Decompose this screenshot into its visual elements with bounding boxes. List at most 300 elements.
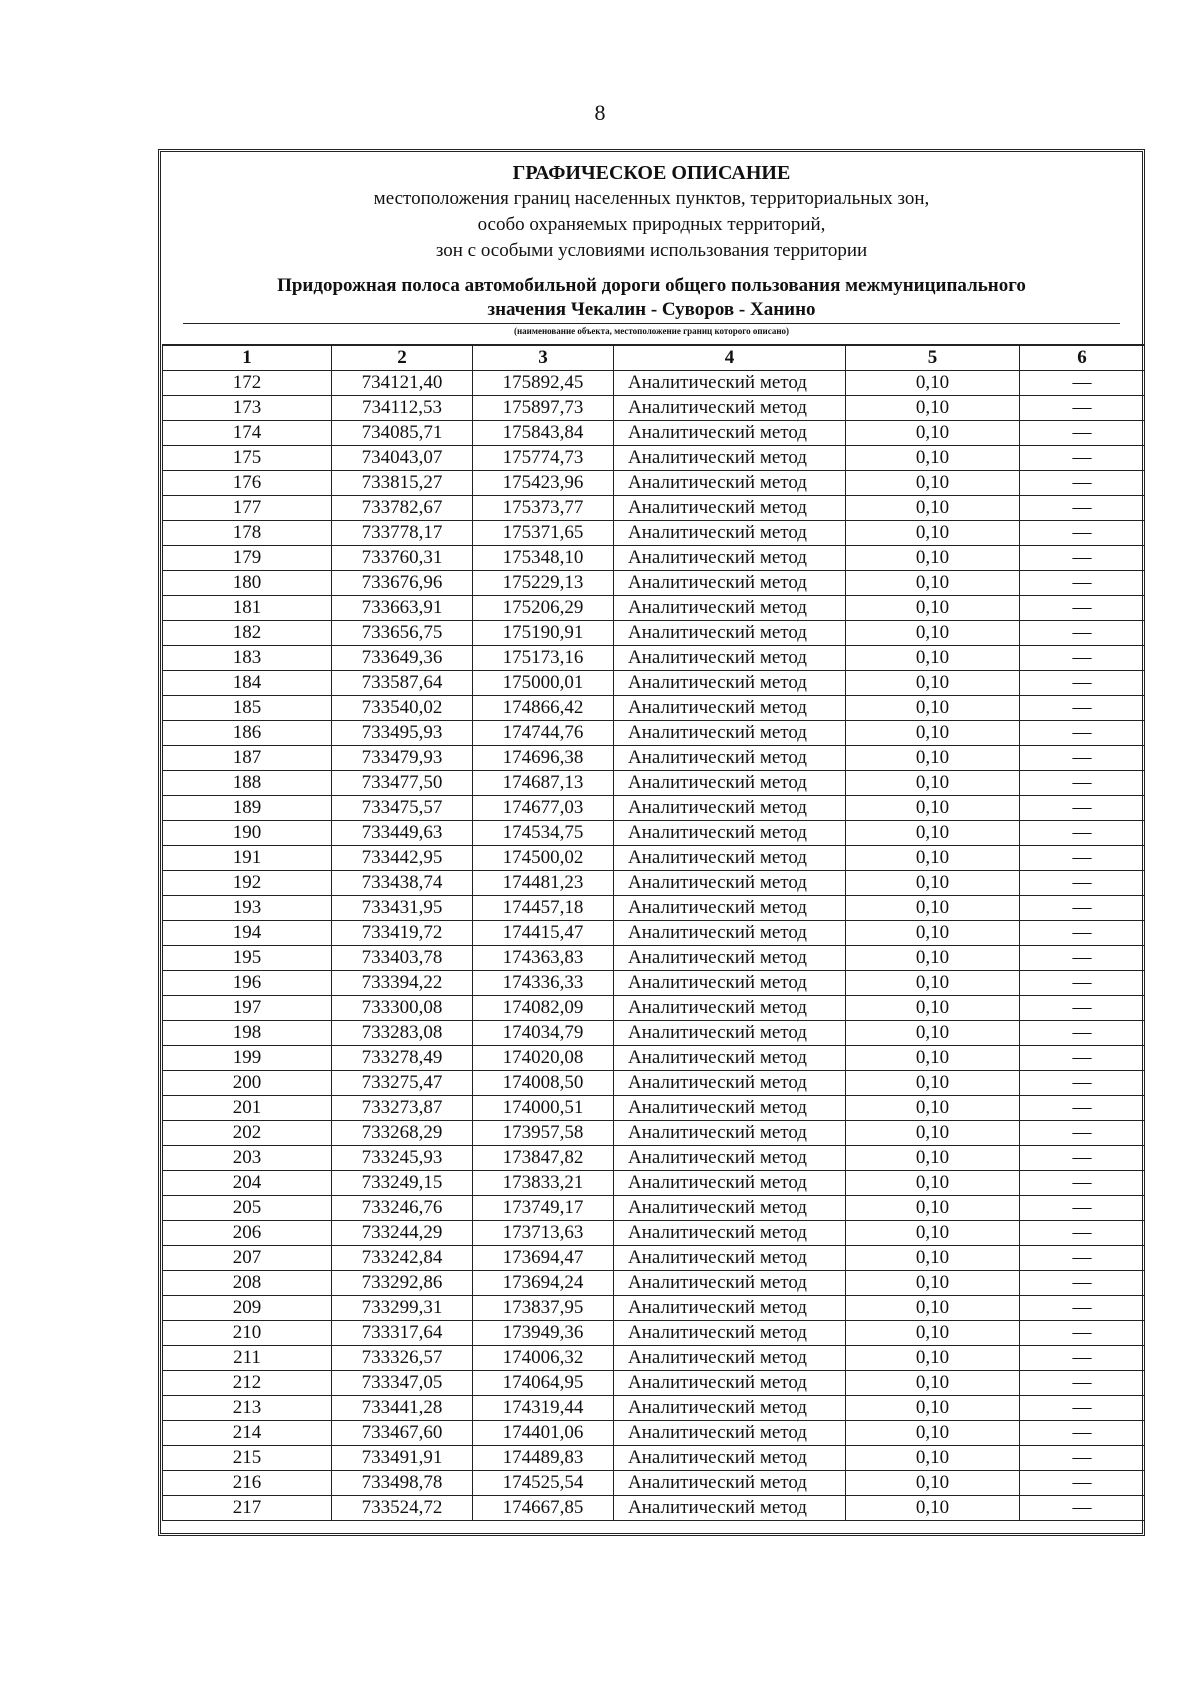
point-number-cell: 202 [163,1121,332,1146]
x-coordinate-cell: 733479,93 [332,746,473,771]
method-cell: Аналитический метод [614,721,846,746]
accuracy-cell: 0,10 [846,571,1020,596]
description-cell: — [1020,771,1145,796]
table-row [163,1121,1145,1146]
x-coordinate-cell: 733491,91 [332,1446,473,1471]
table-row [163,1371,1145,1396]
description-cell: — [1020,396,1145,421]
table-row [163,996,1145,1021]
x-coordinate-cell: 733663,91 [332,596,473,621]
x-coordinate-cell: 733246,76 [332,1196,473,1221]
y-coordinate-cell: 174744,76 [473,721,614,746]
y-coordinate-cell: 175229,13 [473,571,614,596]
point-number-cell: 173 [163,396,332,421]
table-row [163,1446,1145,1471]
y-coordinate-cell: 174525,54 [473,1471,614,1496]
description-cell: — [1020,1296,1145,1321]
table-row [163,971,1145,996]
method-cell: Аналитический метод [614,596,846,621]
object-name-caption: (наименование объекта, местоположение границ которого описано) [513,326,790,336]
accuracy-cell: 0,10 [846,1071,1020,1096]
column-header: 2 [332,345,473,371]
accuracy-cell: 0,10 [846,1246,1020,1271]
y-coordinate-cell: 174034,79 [473,1021,614,1046]
point-number-cell: 208 [163,1271,332,1296]
object-name-line-1: Придорожная полоса автомобильной дороги общего пользования межмуниципального [277,275,1026,296]
method-cell: Аналитический метод [614,871,846,896]
table-row [163,1296,1145,1321]
x-coordinate-cell: 733283,08 [332,1021,473,1046]
table-row [163,1021,1145,1046]
description-cell: — [1020,1421,1145,1446]
description-cell: — [1020,1046,1145,1071]
document-title: ГРАФИЧЕСКОЕ ОПИСАНИЕ [512,162,791,184]
method-cell: Аналитический метод [614,1471,846,1496]
description-cell: — [1020,1471,1145,1496]
method-cell: Аналитический метод [614,1346,846,1371]
description-cell: — [1020,1171,1145,1196]
description-cell: — [1020,1246,1145,1271]
method-cell: Аналитический метод [614,696,846,721]
description-cell: — [1020,371,1145,396]
table-row [163,721,1145,746]
x-coordinate-cell: 733249,15 [332,1171,473,1196]
y-coordinate-cell: 174500,02 [473,846,614,871]
y-coordinate-cell: 174457,18 [473,896,614,921]
accuracy-cell: 0,10 [846,971,1020,996]
point-number-cell: 179 [163,546,332,571]
table-row [163,446,1145,471]
table-row [163,871,1145,896]
accuracy-cell: 0,10 [846,1421,1020,1446]
description-cell: — [1020,471,1145,496]
table-row [163,471,1145,496]
description-cell: — [1020,1396,1145,1421]
method-cell: Аналитический метод [614,821,846,846]
x-coordinate-cell: 733449,63 [332,821,473,846]
y-coordinate-cell: 173713,63 [473,1221,614,1246]
y-coordinate-cell: 174534,75 [473,821,614,846]
description-cell: — [1020,446,1145,471]
description-cell: — [1020,1071,1145,1096]
x-coordinate-cell: 733676,96 [332,571,473,596]
method-cell: Аналитический метод [614,646,846,671]
column-header: 1 [163,345,332,371]
accuracy-cell: 0,10 [846,671,1020,696]
y-coordinate-cell: 173847,82 [473,1146,614,1171]
x-coordinate-cell: 733495,93 [332,721,473,746]
y-coordinate-cell: 173833,21 [473,1171,614,1196]
x-coordinate-cell: 733815,27 [332,471,473,496]
y-coordinate-cell: 175206,29 [473,596,614,621]
y-coordinate-cell: 174008,50 [473,1071,614,1096]
x-coordinate-cell: 733524,72 [332,1496,473,1521]
object-name-line-2: значения Чекалин - Суворов - Ханино [487,299,816,320]
method-cell: Аналитический метод [614,771,846,796]
y-coordinate-cell: 174481,23 [473,871,614,896]
description-cell: — [1020,671,1145,696]
table-row [163,1196,1145,1221]
table-header [163,345,1145,371]
accuracy-cell: 0,10 [846,1196,1020,1221]
x-coordinate-cell: 733419,72 [332,921,473,946]
method-cell: Аналитический метод [614,671,846,696]
x-coordinate-cell: 733278,49 [332,1046,473,1071]
method-cell: Аналитический метод [614,1296,846,1321]
description-cell: — [1020,1496,1145,1521]
table-row [163,1421,1145,1446]
x-coordinate-cell: 733782,67 [332,496,473,521]
accuracy-cell: 0,10 [846,371,1020,396]
description-cell: — [1020,721,1145,746]
description-cell: — [1020,746,1145,771]
accuracy-cell: 0,10 [846,1496,1020,1521]
point-number-cell: 194 [163,921,332,946]
x-coordinate-cell: 733540,02 [332,696,473,721]
accuracy-cell: 0,10 [846,396,1020,421]
y-coordinate-cell: 175897,73 [473,396,614,421]
point-number-cell: 216 [163,1471,332,1496]
point-number-cell: 196 [163,971,332,996]
method-cell: Аналитический метод [614,921,846,946]
point-number-cell: 176 [163,471,332,496]
table-row [163,1396,1145,1421]
description-cell: — [1020,1346,1145,1371]
y-coordinate-cell: 173694,47 [473,1246,614,1271]
point-number-cell: 198 [163,1021,332,1046]
method-cell: Аналитический метод [614,1221,846,1246]
method-cell: Аналитический метод [614,1021,846,1046]
accuracy-cell: 0,10 [846,1446,1020,1471]
point-number-cell: 195 [163,946,332,971]
method-cell: Аналитический метод [614,971,846,996]
x-coordinate-cell: 734112,53 [332,396,473,421]
table-body [163,371,1145,1521]
method-cell: Аналитический метод [614,496,846,521]
table-row [163,796,1145,821]
table-row [163,1096,1145,1121]
y-coordinate-cell: 174000,51 [473,1096,614,1121]
y-coordinate-cell: 175774,73 [473,446,614,471]
description-cell: — [1020,971,1145,996]
point-number-cell: 192 [163,871,332,896]
method-cell: Аналитический метод [614,1271,846,1296]
point-number-cell: 177 [163,496,332,521]
description-cell: — [1020,846,1145,871]
x-coordinate-cell: 734043,07 [332,446,473,471]
description-cell: — [1020,1096,1145,1121]
accuracy-cell: 0,10 [846,521,1020,546]
point-number-cell: 206 [163,1221,332,1246]
description-cell: — [1020,571,1145,596]
x-coordinate-cell: 733467,60 [332,1421,473,1446]
accuracy-cell: 0,10 [846,1321,1020,1346]
accuracy-cell: 0,10 [846,1396,1020,1421]
page-number: 8 [594,100,606,125]
point-number-cell: 175 [163,446,332,471]
y-coordinate-cell: 174064,95 [473,1371,614,1396]
accuracy-cell: 0,10 [846,1346,1020,1371]
x-coordinate-cell: 733242,84 [332,1246,473,1271]
table-row [163,671,1145,696]
method-cell: Аналитический метод [614,1046,846,1071]
y-coordinate-cell: 173837,95 [473,1296,614,1321]
accuracy-cell: 0,10 [846,746,1020,771]
coordinates-table [162,344,1145,1521]
x-coordinate-cell: 733442,95 [332,846,473,871]
method-cell: Аналитический метод [614,1096,846,1121]
description-cell: — [1020,596,1145,621]
x-coordinate-cell: 733273,87 [332,1096,473,1121]
y-coordinate-cell: 175348,10 [473,546,614,571]
y-coordinate-cell: 174667,85 [473,1496,614,1521]
y-coordinate-cell: 175371,65 [473,521,614,546]
accuracy-cell: 0,10 [846,821,1020,846]
point-number-cell: 210 [163,1321,332,1346]
accuracy-cell: 0,10 [846,1271,1020,1296]
table-row [163,1321,1145,1346]
accuracy-cell: 0,10 [846,621,1020,646]
table-row [163,1471,1145,1496]
table-row [163,696,1145,721]
accuracy-cell: 0,10 [846,1221,1020,1246]
accuracy-cell: 0,10 [846,1371,1020,1396]
y-coordinate-cell: 173749,17 [473,1196,614,1221]
accuracy-cell: 0,10 [846,771,1020,796]
method-cell: Аналитический метод [614,396,846,421]
description-cell: — [1020,696,1145,721]
accuracy-cell: 0,10 [846,721,1020,746]
method-cell: Аналитический метод [614,446,846,471]
table-row [163,821,1145,846]
y-coordinate-cell: 174687,13 [473,771,614,796]
table-row [163,496,1145,521]
y-coordinate-cell: 174415,47 [473,921,614,946]
x-coordinate-cell: 733403,78 [332,946,473,971]
accuracy-cell: 0,10 [846,1146,1020,1171]
point-number-cell: 186 [163,721,332,746]
description-cell: — [1020,996,1145,1021]
x-coordinate-cell: 733326,57 [332,1346,473,1371]
y-coordinate-cell: 175190,91 [473,621,614,646]
x-coordinate-cell: 733245,93 [332,1146,473,1171]
method-cell: Аналитический метод [614,621,846,646]
method-cell: Аналитический метод [614,846,846,871]
point-number-cell: 184 [163,671,332,696]
accuracy-cell: 0,10 [846,696,1020,721]
x-coordinate-cell: 733431,95 [332,896,473,921]
accuracy-cell: 0,10 [846,471,1020,496]
column-header: 5 [846,345,1020,371]
table-row [163,1246,1145,1271]
point-number-cell: 199 [163,1046,332,1071]
x-coordinate-cell: 733649,36 [332,646,473,671]
method-cell: Аналитический метод [614,796,846,821]
table-row [163,396,1145,421]
method-cell: Аналитический метод [614,996,846,1021]
table-row [163,1171,1145,1196]
point-number-cell: 204 [163,1171,332,1196]
description-cell: — [1020,1146,1145,1171]
accuracy-cell: 0,10 [846,1121,1020,1146]
point-number-cell: 213 [163,1396,332,1421]
table-row [163,846,1145,871]
table-row [163,1221,1145,1246]
table-row [163,1271,1145,1296]
method-cell: Аналитический метод [614,1371,846,1396]
method-cell: Аналитический метод [614,1121,846,1146]
x-coordinate-cell: 734121,40 [332,371,473,396]
accuracy-cell: 0,10 [846,596,1020,621]
accuracy-cell: 0,10 [846,996,1020,1021]
y-coordinate-cell: 174020,08 [473,1046,614,1071]
accuracy-cell: 0,10 [846,421,1020,446]
y-coordinate-cell: 174006,32 [473,1346,614,1371]
column-header: 6 [1020,345,1145,371]
point-number-cell: 201 [163,1096,332,1121]
method-cell: Аналитический метод [614,1421,846,1446]
method-cell: Аналитический метод [614,521,846,546]
point-number-cell: 172 [163,371,332,396]
y-coordinate-cell: 174336,33 [473,971,614,996]
description-cell: — [1020,496,1145,521]
y-coordinate-cell: 174363,83 [473,946,614,971]
method-cell: Аналитический метод [614,471,846,496]
table-row [163,621,1145,646]
point-number-cell: 214 [163,1421,332,1446]
method-cell: Аналитический метод [614,421,846,446]
table-row [163,1146,1145,1171]
point-number-cell: 181 [163,596,332,621]
accuracy-cell: 0,10 [846,1171,1020,1196]
description-cell: — [1020,1371,1145,1396]
point-number-cell: 190 [163,821,332,846]
accuracy-cell: 0,10 [846,1296,1020,1321]
y-coordinate-cell: 175373,77 [473,496,614,521]
description-cell: — [1020,1446,1145,1471]
point-number-cell: 185 [163,696,332,721]
x-coordinate-cell: 733299,31 [332,1296,473,1321]
y-coordinate-cell: 174696,38 [473,746,614,771]
header-line-2: особо охраняемых природных территорий, [477,214,826,235]
point-number-cell: 203 [163,1146,332,1171]
table-row [163,646,1145,671]
y-coordinate-cell: 173694,24 [473,1271,614,1296]
table-row [163,921,1145,946]
point-number-cell: 188 [163,771,332,796]
table-row [163,571,1145,596]
description-cell: — [1020,946,1145,971]
description-cell: — [1020,1221,1145,1246]
y-coordinate-cell: 175423,96 [473,471,614,496]
table-row [163,546,1145,571]
description-cell: — [1020,546,1145,571]
point-number-cell: 209 [163,1296,332,1321]
x-coordinate-cell: 733268,29 [332,1121,473,1146]
description-cell: — [1020,1271,1145,1296]
accuracy-cell: 0,10 [846,496,1020,521]
accuracy-cell: 0,10 [846,921,1020,946]
description-cell: — [1020,1321,1145,1346]
accuracy-cell: 0,10 [846,646,1020,671]
point-number-cell: 187 [163,746,332,771]
table-header-row [163,345,1145,371]
x-coordinate-cell: 734085,71 [332,421,473,446]
method-cell: Аналитический метод [614,1196,846,1221]
description-cell: — [1020,821,1145,846]
point-number-cell: 205 [163,1196,332,1221]
accuracy-cell: 0,10 [846,896,1020,921]
table-row [163,896,1145,921]
table-row [163,1071,1145,1096]
y-coordinate-cell: 174866,42 [473,696,614,721]
method-cell: Аналитический метод [614,1171,846,1196]
point-number-cell: 217 [163,1496,332,1521]
table-row [163,421,1145,446]
x-coordinate-cell: 733475,57 [332,796,473,821]
point-number-cell: 207 [163,1246,332,1271]
method-cell: Аналитический метод [614,1446,846,1471]
table-row [163,771,1145,796]
accuracy-cell: 0,10 [846,796,1020,821]
description-cell: — [1020,421,1145,446]
method-cell: Аналитический метод [614,1146,846,1171]
method-cell: Аналитический метод [614,571,846,596]
x-coordinate-cell: 733394,22 [332,971,473,996]
x-coordinate-cell: 733498,78 [332,1471,473,1496]
accuracy-cell: 0,10 [846,1046,1020,1071]
table-row [163,596,1145,621]
x-coordinate-cell: 733477,50 [332,771,473,796]
method-cell: Аналитический метод [614,896,846,921]
document-header [161,160,1142,337]
x-coordinate-cell: 733438,74 [332,871,473,896]
y-coordinate-cell: 173957,58 [473,1121,614,1146]
point-number-cell: 183 [163,646,332,671]
method-cell: Аналитический метод [614,946,846,971]
y-coordinate-cell: 174401,06 [473,1421,614,1446]
accuracy-cell: 0,10 [846,946,1020,971]
method-cell: Аналитический метод [614,371,846,396]
method-cell: Аналитический метод [614,546,846,571]
column-header: 3 [473,345,614,371]
object-name-underline [183,323,1120,324]
x-coordinate-cell: 733300,08 [332,996,473,1021]
accuracy-cell: 0,10 [846,546,1020,571]
accuracy-cell: 0,10 [846,446,1020,471]
method-cell: Аналитический метод [614,1071,846,1096]
description-cell: — [1020,871,1145,896]
column-header: 4 [614,345,846,371]
point-number-cell: 200 [163,1071,332,1096]
table-row [163,946,1145,971]
x-coordinate-cell: 733587,64 [332,671,473,696]
table-row [163,371,1145,396]
x-coordinate-cell: 733778,17 [332,521,473,546]
accuracy-cell: 0,10 [846,846,1020,871]
y-coordinate-cell: 174677,03 [473,796,614,821]
accuracy-cell: 0,10 [846,1021,1020,1046]
description-cell: — [1020,621,1145,646]
point-number-cell: 180 [163,571,332,596]
point-number-cell: 211 [163,1346,332,1371]
method-cell: Аналитический метод [614,1396,846,1421]
y-coordinate-cell: 175000,01 [473,671,614,696]
x-coordinate-cell: 733244,29 [332,1221,473,1246]
y-coordinate-cell: 174082,09 [473,996,614,1021]
table-row [163,746,1145,771]
y-coordinate-cell: 175843,84 [473,421,614,446]
